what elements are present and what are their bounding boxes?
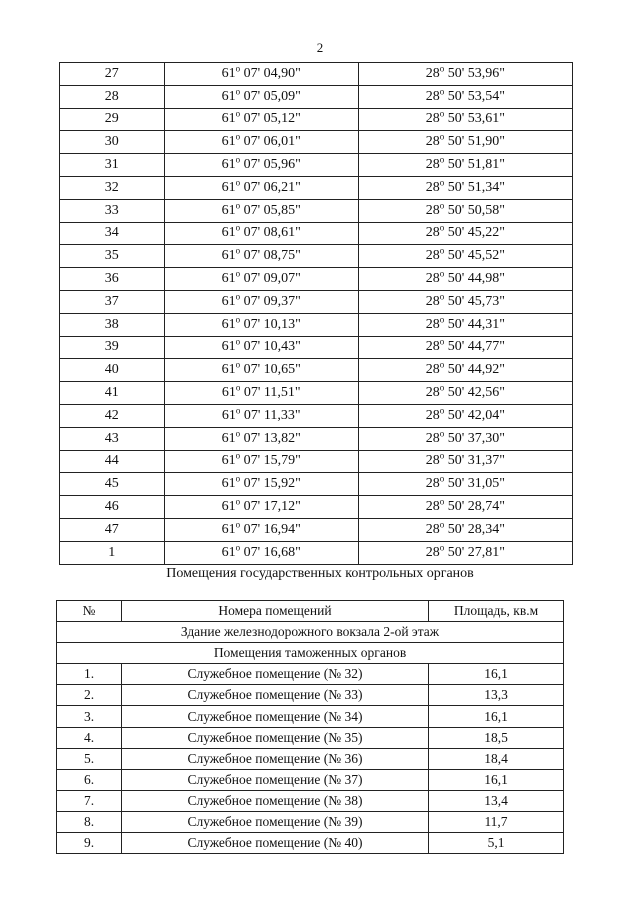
room-row <box>57 664 564 685</box>
latitude-cell <box>164 313 358 336</box>
room-name: Служебное помещение (№ 32) <box>122 664 429 685</box>
point-number: 38 <box>60 313 165 336</box>
degree-sign: o <box>439 291 445 302</box>
degree-sign: o <box>235 382 241 393</box>
point-number: 32 <box>60 176 165 199</box>
longitude-cell <box>358 63 572 86</box>
degree-sign: o <box>439 519 445 530</box>
coordinate-row <box>60 85 573 108</box>
latitude-minutes-seconds: 07' 08,75" <box>240 248 301 264</box>
latitude-minutes-seconds: 07' 09,07" <box>240 271 301 287</box>
latitude-cell <box>164 404 358 427</box>
degree-sign: o <box>439 268 445 279</box>
degree-sign: o <box>235 177 241 188</box>
longitude-cell <box>358 336 572 359</box>
point-number: 42 <box>60 404 165 427</box>
point-number: 41 <box>60 382 165 405</box>
longitude-degrees: 28 <box>425 407 440 423</box>
longitude-degrees: 28 <box>425 157 440 173</box>
room-name: Служебное помещение (№ 39) <box>122 811 429 832</box>
degree-sign: o <box>235 336 241 347</box>
room-index: 5. <box>57 748 122 769</box>
latitude-degrees: 61 <box>221 544 236 560</box>
longitude-degrees: 28 <box>425 179 440 195</box>
header-number: № <box>57 601 122 622</box>
coordinate-row <box>60 199 573 222</box>
degree-sign: o <box>439 336 445 347</box>
coordinate-row <box>60 518 573 541</box>
degree-sign: o <box>235 200 241 211</box>
latitude-cell <box>164 154 358 177</box>
latitude-cell <box>164 85 358 108</box>
latitude-degrees: 61 <box>221 225 236 241</box>
coordinate-row <box>60 154 573 177</box>
room-row <box>57 790 564 811</box>
degree-sign: o <box>439 359 445 370</box>
longitude-cell <box>358 108 572 131</box>
longitude-minutes-seconds: 50' 51,34" <box>444 179 506 195</box>
longitude-cell <box>358 541 572 564</box>
latitude-minutes-seconds: 07' 16,68" <box>240 544 301 560</box>
longitude-cell <box>358 359 572 382</box>
latitude-degrees: 61 <box>221 202 236 218</box>
latitude-minutes-seconds: 07' 05,85" <box>240 202 301 218</box>
latitude-degrees: 61 <box>221 179 236 195</box>
latitude-degrees: 61 <box>221 453 236 469</box>
degree-sign: o <box>439 450 445 461</box>
latitude-cell <box>164 268 358 291</box>
rooms-table <box>56 600 564 854</box>
latitude-minutes-seconds: 07' 11,51" <box>240 385 301 401</box>
room-row <box>57 811 564 832</box>
header-room-names: Номера помещений <box>122 601 429 622</box>
point-number: 47 <box>60 518 165 541</box>
latitude-minutes-seconds: 07' 09,37" <box>240 293 301 309</box>
latitude-minutes-seconds: 07' 05,12" <box>240 111 301 127</box>
latitude-minutes-seconds: 07' 10,65" <box>240 362 301 378</box>
latitude-minutes-seconds: 07' 13,82" <box>240 430 301 446</box>
coordinate-row <box>60 404 573 427</box>
longitude-cell <box>358 268 572 291</box>
coordinate-row <box>60 541 573 564</box>
latitude-minutes-seconds: 07' 04,90" <box>240 65 301 81</box>
room-name: Служебное помещение (№ 34) <box>122 706 429 727</box>
point-number: 35 <box>60 245 165 268</box>
degree-sign: o <box>439 200 445 211</box>
longitude-cell <box>358 496 572 519</box>
longitude-degrees: 28 <box>425 362 440 378</box>
point-number: 33 <box>60 199 165 222</box>
point-number: 37 <box>60 290 165 313</box>
point-number: 29 <box>60 108 165 131</box>
longitude-degrees: 28 <box>425 544 440 560</box>
room-name: Служебное помещение (№ 36) <box>122 748 429 769</box>
degree-sign: o <box>439 245 445 256</box>
latitude-degrees: 61 <box>221 65 236 81</box>
longitude-minutes-seconds: 50' 42,56" <box>444 385 506 401</box>
coordinate-row <box>60 336 573 359</box>
latitude-degrees: 61 <box>221 293 236 309</box>
longitude-minutes-seconds: 50' 51,81" <box>444 157 506 173</box>
longitude-degrees: 28 <box>425 453 440 469</box>
point-number: 36 <box>60 268 165 291</box>
degree-sign: o <box>235 541 241 552</box>
latitude-cell <box>164 222 358 245</box>
latitude-cell <box>164 473 358 496</box>
room-index: 8. <box>57 811 122 832</box>
longitude-minutes-seconds: 50' 45,52" <box>444 248 506 264</box>
latitude-cell <box>164 518 358 541</box>
latitude-cell <box>164 108 358 131</box>
longitude-minutes-seconds: 50' 45,73" <box>444 293 506 309</box>
longitude-degrees: 28 <box>425 499 440 515</box>
longitude-degrees: 28 <box>425 88 440 104</box>
longitude-minutes-seconds: 50' 44,92" <box>444 362 506 378</box>
room-row <box>57 727 564 748</box>
latitude-degrees: 61 <box>221 271 236 287</box>
room-row <box>57 748 564 769</box>
coordinate-row <box>60 496 573 519</box>
degree-sign: o <box>439 108 445 119</box>
room-row <box>57 685 564 706</box>
longitude-minutes-seconds: 50' 37,30" <box>444 430 506 446</box>
building-row <box>57 622 564 643</box>
room-area: 16,1 <box>429 706 564 727</box>
degree-sign: o <box>439 473 445 484</box>
longitude-degrees: 28 <box>425 248 440 264</box>
latitude-degrees: 61 <box>221 339 236 355</box>
room-row <box>57 833 564 854</box>
longitude-cell <box>358 245 572 268</box>
latitude-cell <box>164 199 358 222</box>
degree-sign: o <box>439 314 445 324</box>
room-area: 16,1 <box>429 664 564 685</box>
latitude-degrees: 61 <box>221 88 236 104</box>
latitude-cell <box>164 541 358 564</box>
longitude-cell <box>358 404 572 427</box>
coordinate-row <box>60 473 573 496</box>
point-number: 46 <box>60 496 165 519</box>
degree-sign: o <box>235 519 241 530</box>
coordinate-row <box>60 108 573 131</box>
room-name: Служебное помещение (№ 35) <box>122 727 429 748</box>
degree-sign: o <box>235 291 241 302</box>
point-number: 27 <box>60 63 165 86</box>
longitude-minutes-seconds: 50' 44,77" <box>444 339 506 355</box>
longitude-minutes-seconds: 50' 31,37" <box>444 453 506 469</box>
latitude-cell <box>164 131 358 154</box>
coordinate-row <box>60 245 573 268</box>
section-title: Помещения государственных контрольных органов <box>166 566 474 581</box>
latitude-cell <box>164 427 358 450</box>
degree-sign: o <box>235 131 241 142</box>
coordinate-row <box>60 63 573 86</box>
latitude-cell <box>164 176 358 199</box>
longitude-minutes-seconds: 50' 42,04" <box>444 407 506 423</box>
group-row <box>57 643 564 664</box>
coordinate-row <box>60 427 573 450</box>
latitude-minutes-seconds: 07' 10,43" <box>240 339 301 355</box>
point-number: 1 <box>60 541 165 564</box>
degree-sign: o <box>439 86 445 97</box>
room-row <box>57 769 564 790</box>
room-name: Служебное помещение (№ 38) <box>122 790 429 811</box>
longitude-degrees: 28 <box>425 430 440 446</box>
room-area: 5,1 <box>429 833 564 854</box>
longitude-minutes-seconds: 50' 51,90" <box>444 134 506 150</box>
point-number: 40 <box>60 359 165 382</box>
latitude-minutes-seconds: 07' 05,96" <box>240 157 301 173</box>
latitude-cell <box>164 290 358 313</box>
longitude-degrees: 28 <box>425 65 440 81</box>
room-area: 13,3 <box>429 685 564 706</box>
longitude-cell <box>358 290 572 313</box>
longitude-minutes-seconds: 50' 53,54" <box>444 88 506 104</box>
latitude-minutes-seconds: 07' 08,61" <box>240 225 301 241</box>
longitude-degrees: 28 <box>425 202 440 218</box>
point-number: 45 <box>60 473 165 496</box>
latitude-minutes-seconds: 07' 15,92" <box>240 476 301 492</box>
latitude-cell <box>164 336 358 359</box>
room-name: Служебное помещение (№ 40) <box>122 833 429 854</box>
latitude-minutes-seconds: 07' 16,94" <box>240 521 301 537</box>
latitude-degrees: 61 <box>221 157 236 173</box>
longitude-minutes-seconds: 50' 53,61" <box>444 111 506 127</box>
room-index: 1. <box>57 664 122 685</box>
longitude-degrees: 28 <box>425 293 440 309</box>
degree-sign: o <box>439 405 445 416</box>
degree-sign: o <box>439 177 445 188</box>
degree-sign: o <box>235 496 241 507</box>
degree-sign: o <box>235 245 241 256</box>
point-number: 39 <box>60 336 165 359</box>
room-name: Служебное помещение (№ 33) <box>122 685 429 706</box>
room-area: 16,1 <box>429 769 564 790</box>
latitude-cell <box>164 245 358 268</box>
latitude-minutes-seconds: 07' 10,13" <box>240 316 301 332</box>
coordinates-table <box>59 62 573 565</box>
longitude-cell <box>358 427 572 450</box>
building-label: Здание железнодорожного вокзала 2-ой этаж <box>57 622 564 643</box>
room-index: 3. <box>57 706 122 727</box>
room-index: 7. <box>57 790 122 811</box>
room-index: 9. <box>57 833 122 854</box>
longitude-degrees: 28 <box>425 111 440 127</box>
longitude-minutes-seconds: 50' 53,96" <box>444 65 506 81</box>
longitude-minutes-seconds: 50' 28,74" <box>444 499 506 515</box>
room-index: 4. <box>57 727 122 748</box>
latitude-degrees: 61 <box>221 362 236 378</box>
longitude-cell <box>358 382 572 405</box>
longitude-cell <box>358 518 572 541</box>
latitude-cell <box>164 63 358 86</box>
longitude-degrees: 28 <box>425 521 440 537</box>
latitude-degrees: 61 <box>221 134 236 150</box>
room-index: 6. <box>57 769 122 790</box>
latitude-cell <box>164 496 358 519</box>
room-row <box>57 706 564 727</box>
longitude-minutes-seconds: 50' 31,05" <box>444 476 506 492</box>
latitude-degrees: 61 <box>221 316 236 332</box>
latitude-minutes-seconds: 07' 15,79" <box>240 453 301 469</box>
degree-sign: o <box>439 496 445 507</box>
room-area: 18,4 <box>429 748 564 769</box>
room-name: Служебное помещение (№ 37) <box>122 769 429 790</box>
latitude-cell <box>164 382 358 405</box>
degree-sign: o <box>235 86 241 97</box>
latitude-degrees: 61 <box>221 248 236 264</box>
latitude-degrees: 61 <box>221 111 236 127</box>
degree-sign: o <box>235 405 241 416</box>
degree-sign: o <box>235 359 241 370</box>
degree-sign: o <box>439 222 445 233</box>
latitude-degrees: 61 <box>221 385 236 401</box>
room-index: 2. <box>57 685 122 706</box>
point-number: 30 <box>60 131 165 154</box>
longitude-cell <box>358 473 572 496</box>
coordinate-row <box>60 176 573 199</box>
point-number: 28 <box>60 85 165 108</box>
longitude-cell <box>358 199 572 222</box>
latitude-degrees: 61 <box>221 430 236 446</box>
rooms-header-row <box>57 601 564 622</box>
longitude-cell <box>358 450 572 473</box>
degree-sign: o <box>235 314 241 324</box>
room-area: 11,7 <box>429 811 564 832</box>
latitude-minutes-seconds: 07' 05,09" <box>240 88 301 104</box>
degree-sign: o <box>235 154 241 165</box>
latitude-minutes-seconds: 07' 06,21" <box>240 179 301 195</box>
degree-sign: o <box>235 63 241 74</box>
longitude-degrees: 28 <box>425 134 440 150</box>
degree-sign: o <box>439 63 445 74</box>
longitude-degrees: 28 <box>425 476 440 492</box>
coordinate-row <box>60 382 573 405</box>
page-number: 2 <box>316 40 324 55</box>
degree-sign: o <box>439 427 445 438</box>
point-number: 43 <box>60 427 165 450</box>
latitude-degrees: 61 <box>221 521 236 537</box>
longitude-degrees: 28 <box>425 271 440 287</box>
degree-sign: o <box>235 222 241 233</box>
coordinate-row <box>60 131 573 154</box>
longitude-cell <box>358 222 572 245</box>
point-number: 34 <box>60 222 165 245</box>
longitude-cell <box>358 176 572 199</box>
latitude-degrees: 61 <box>221 407 236 423</box>
degree-sign: o <box>235 473 241 484</box>
latitude-minutes-seconds: 07' 06,01" <box>240 134 301 150</box>
coordinate-row <box>60 222 573 245</box>
longitude-degrees: 28 <box>425 225 440 241</box>
degree-sign: o <box>439 131 445 142</box>
room-area: 13,4 <box>429 790 564 811</box>
latitude-degrees: 61 <box>221 499 236 515</box>
longitude-minutes-seconds: 50' 44,98" <box>444 271 506 287</box>
longitude-minutes-seconds: 50' 28,34" <box>444 521 506 537</box>
degree-sign: o <box>439 541 445 552</box>
latitude-cell <box>164 359 358 382</box>
longitude-cell <box>358 85 572 108</box>
group-label: Помещения таможенных органов <box>57 643 564 664</box>
header-area: Площадь, кв.м <box>429 601 564 622</box>
room-area: 18,5 <box>429 727 564 748</box>
longitude-minutes-seconds: 50' 27,81" <box>444 544 506 560</box>
longitude-minutes-seconds: 50' 50,58" <box>444 202 506 218</box>
longitude-cell <box>358 313 572 336</box>
coordinate-row <box>60 290 573 313</box>
longitude-cell <box>358 154 572 177</box>
degree-sign: o <box>235 427 241 438</box>
longitude-minutes-seconds: 50' 45,22" <box>444 225 506 241</box>
coordinate-row <box>60 313 573 336</box>
degree-sign: o <box>235 268 241 279</box>
coordinate-row <box>60 359 573 382</box>
longitude-degrees: 28 <box>425 339 440 355</box>
point-number: 31 <box>60 154 165 177</box>
coordinate-row <box>60 450 573 473</box>
latitude-minutes-seconds: 07' 17,12" <box>240 499 301 515</box>
latitude-degrees: 61 <box>221 476 236 492</box>
longitude-minutes-seconds: 50' 44,31" <box>444 316 506 332</box>
coordinate-row <box>60 268 573 291</box>
point-number: 44 <box>60 450 165 473</box>
longitude-degrees: 28 <box>425 316 440 332</box>
degree-sign: o <box>235 108 241 119</box>
latitude-minutes-seconds: 07' 11,33" <box>240 407 301 423</box>
degree-sign: o <box>439 154 445 165</box>
degree-sign: o <box>439 382 445 393</box>
degree-sign: o <box>235 450 241 461</box>
latitude-cell <box>164 450 358 473</box>
longitude-cell <box>358 131 572 154</box>
longitude-degrees: 28 <box>425 385 440 401</box>
